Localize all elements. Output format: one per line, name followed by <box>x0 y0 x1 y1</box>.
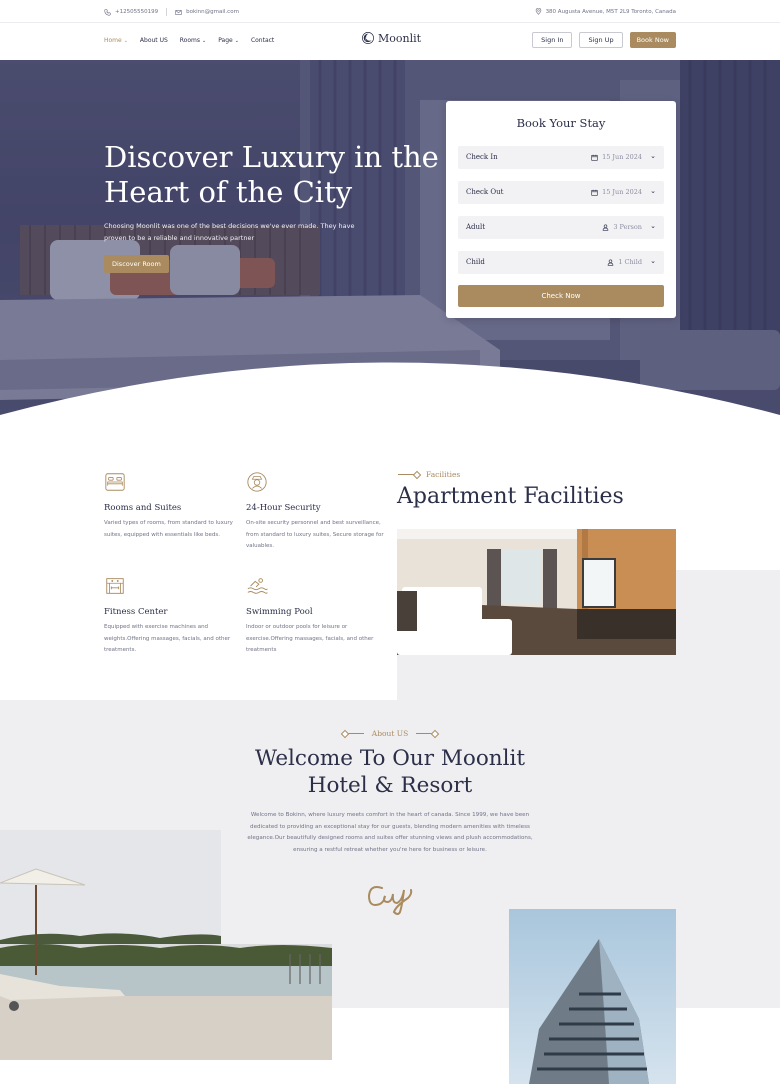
field-label: Child <box>466 258 485 266</box>
feature-description: Indoor or outdoor pools for leisure or exercise.Offering massages, facials, and other treatments <box>246 624 374 653</box>
facilities-features-panel <box>0 420 397 700</box>
feature-title: Rooms and Suites <box>104 503 182 513</box>
user-icon <box>602 224 609 231</box>
chevron-down-icon: ⌄ <box>650 222 656 230</box>
decorative-line <box>398 474 418 475</box>
feature-rooms <box>104 471 244 541</box>
hero-title: Discover Luxury in the Heart of the City <box>104 140 439 209</box>
facilities-tag-label: Facilities <box>426 470 461 479</box>
adult-field[interactable] <box>458 216 664 239</box>
feature-description: Varied types of rooms, from standard to luxury suites, equipped with essentials like beds. <box>104 520 233 538</box>
logo-text: Moonlit <box>378 31 422 45</box>
field-value-wrap <box>607 258 642 266</box>
top-info-bar <box>0 0 780 23</box>
location-pin-icon <box>535 8 542 15</box>
nav-actions <box>525 32 676 48</box>
feature-title: 24-Hour Security <box>246 503 321 513</box>
mail-icon <box>175 9 182 16</box>
field-label: Adult <box>466 223 486 231</box>
field-value: 3 Person <box>613 223 642 231</box>
about-description: Welcome to Bokinn, where luxury meets comfort in the heart of canada. Since 1999, we have been dedicated to providing an exceptional stay for our guests, blending modern amenities with timeless elegance.Our beautifully designed rooms and suites offer stunning views and plush accommodations, ensuring a restful retreat whether you're here for business or leisure. <box>247 812 533 853</box>
feature-pool <box>246 575 386 657</box>
building-image <box>509 909 676 1084</box>
child-field[interactable] <box>458 251 664 274</box>
apartment-image <box>397 529 676 655</box>
moon-logo-icon <box>361 31 375 45</box>
nav-item-page[interactable] <box>218 37 239 44</box>
field-label: Check In <box>466 153 498 161</box>
check-in-field[interactable] <box>458 146 664 169</box>
calendar-icon <box>591 189 598 196</box>
chevron-down-icon: ⌄ <box>650 257 656 265</box>
chevron-down-icon: ⌄ <box>234 37 239 44</box>
phone-icon <box>104 9 111 16</box>
booking-title: Book Your Stay <box>516 116 606 130</box>
check-out-field[interactable] <box>458 181 664 204</box>
field-value: 15 Jun 2024 <box>602 188 642 196</box>
signature-image <box>364 876 416 916</box>
building-photo <box>509 909 676 1084</box>
about-tag-inner <box>344 729 436 738</box>
nav-item-label: Home <box>104 37 122 44</box>
feature-description: On-site security personnel and best surveillance, from standard to luxury suites, Secure storage for valuables. <box>246 520 384 549</box>
nav-item-contact[interactable] <box>251 37 274 44</box>
address-text: 380 Augusta Avenue, M5T 2L9 Toronto, Canada <box>545 8 676 15</box>
decorative-line <box>344 733 364 734</box>
chevron-down-icon: ⌄ <box>202 37 207 44</box>
field-value-wrap <box>591 188 642 196</box>
facilities-heading: Apartment Facilities <box>397 484 624 509</box>
field-value: 15 Jun 2024 <box>602 153 642 161</box>
facilities-tag <box>398 470 460 479</box>
feature-title: Fitness Center <box>104 607 168 617</box>
swimmer-icon <box>246 575 268 597</box>
feature-fitness <box>104 575 244 657</box>
chevron-down-icon: ⌄ <box>123 37 128 44</box>
field-value-wrap <box>602 223 642 231</box>
nav-item-label: Rooms <box>179 37 200 44</box>
nav-item-rooms[interactable] <box>180 37 206 44</box>
nav-menu <box>104 37 286 44</box>
calendar-icon <box>591 154 598 161</box>
about-title <box>0 745 780 799</box>
about-tag <box>0 729 780 738</box>
check-now-button[interactable]: Check Now <box>458 285 664 307</box>
security-guard-icon <box>246 471 268 493</box>
user-icon <box>607 259 614 266</box>
discover-room-button[interactable]: Discover Room <box>104 255 169 273</box>
contact-info <box>104 8 239 16</box>
nav-item-label: About US <box>139 37 168 44</box>
email-address[interactable]: bokinn@gmail.com <box>186 9 239 15</box>
feature-title: Swimming Pool <box>246 607 313 617</box>
nav-item-about[interactable] <box>140 37 168 44</box>
feature-security <box>246 471 386 553</box>
chevron-down-icon: ⌄ <box>650 152 656 160</box>
field-label: Check Out <box>466 188 504 196</box>
nav-item-label: Page <box>218 37 233 44</box>
nav-item-home[interactable] <box>104 37 128 44</box>
field-value: 1 Child <box>618 258 642 266</box>
phone-number[interactable]: +12505550199 <box>115 9 159 15</box>
address-info <box>535 8 676 15</box>
hero-subtitle: Choosing Moonlit was one of the best decisions we've ever made. They have proven to be a reliable and innovative partner <box>104 222 355 242</box>
parasol-icon <box>0 865 90 975</box>
booking-card <box>446 101 676 318</box>
site-logo[interactable] <box>361 31 421 45</box>
about-tag-label: About US <box>371 729 409 738</box>
feature-description: Equipped with exercise machines and weights.Offering massages, facials, and other treatments. <box>104 624 231 653</box>
about-title-line2: Hotel & Resort <box>307 773 473 798</box>
field-value-wrap <box>591 153 642 161</box>
sign-in-button[interactable]: Sign In <box>532 32 572 48</box>
about-title-line1: Welcome To Our Moonlit <box>254 746 526 771</box>
bed-icon <box>104 471 126 493</box>
main-navigation <box>0 23 780 60</box>
decorative-line <box>416 733 436 734</box>
fitness-icon <box>104 575 126 597</box>
sign-up-button[interactable]: Sign Up <box>579 32 622 48</box>
nav-item-label: Contact <box>250 37 275 44</box>
book-now-button[interactable]: Book Now <box>630 32 676 48</box>
apartment-room-photo <box>397 529 676 655</box>
chevron-down-icon: ⌄ <box>650 187 656 195</box>
